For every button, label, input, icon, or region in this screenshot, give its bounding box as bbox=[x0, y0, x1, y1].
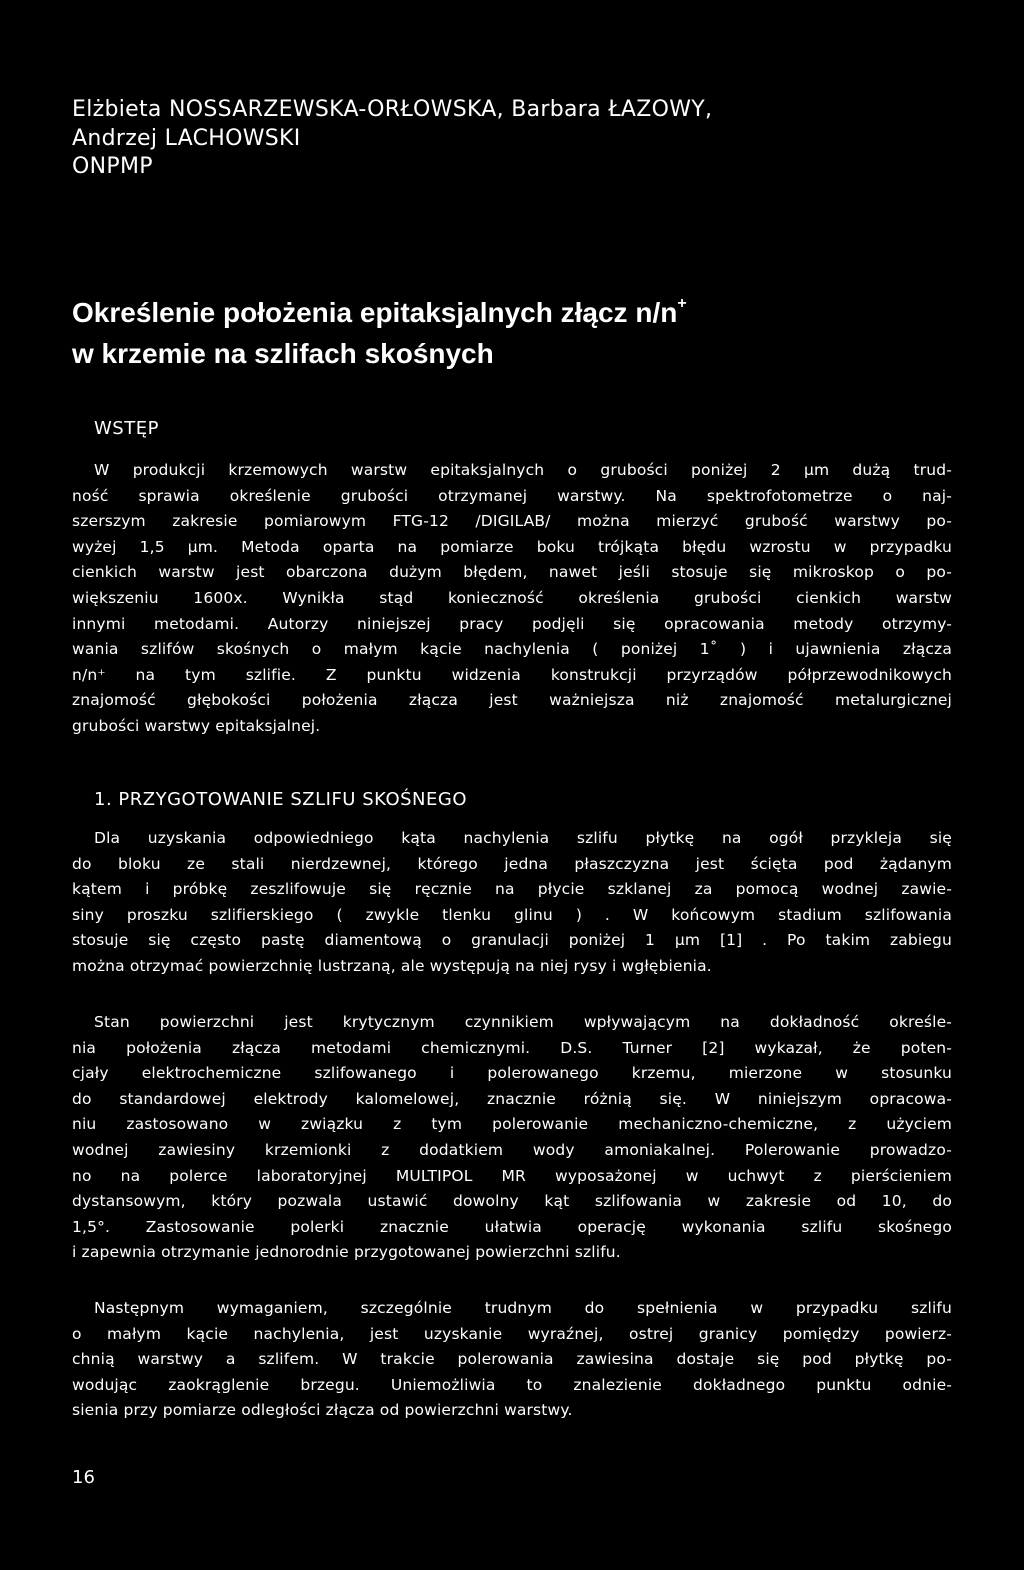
intro-paragraph bbox=[72, 458, 952, 740]
authors-line: Elżbieta NOSSARZEWSKA-ORŁOWSKA, Barbara ŁAZOWY, bbox=[72, 97, 713, 122]
text-line: wania szlifów skośnych o małym kącie nachylenia ( poniżej 1˚ ) i ujawnienia złącza bbox=[72, 640, 952, 659]
text-line: grubości warstwy epitaksjalnej. bbox=[72, 716, 321, 735]
text-line: Następnym wymaganiem, szczególnie trudnym do spełnienia w przypadku szlifu bbox=[94, 1299, 952, 1317]
text-line: i zapewnia otrzymanie jednorodnie przygotowanej powierzchni szlifu. bbox=[72, 1243, 621, 1262]
text-line: do bloku ze stali nierdzewnej, którego jedna płaszczyzna jest ścięta pod żądanym bbox=[72, 854, 952, 873]
text-line: do standardowej elektrody kalomelowej, znacznie różnią się. W niniejszym opracowa- bbox=[72, 1089, 952, 1108]
institution: ONPMP bbox=[72, 154, 153, 179]
text-line: wyżej 1,5 µm. Metoda oparta na pomiarze boku trójkąta błędu wzrostu w przypadku bbox=[72, 537, 952, 556]
text-line: ność sprawia określenie grubości otrzymanej warstwy. Na spektrofotometrze o naj- bbox=[72, 486, 952, 505]
title-line bbox=[72, 292, 972, 333]
text-line: wodnej zawiesiny krzemionki z dodatkiem wody amoniakalnej. Polerowanie prowadzo- bbox=[72, 1140, 952, 1159]
text-line: chnią warstwy a szlifem. W trakcie polerowania zawiesina dostaje się pod płytkę po- bbox=[72, 1350, 952, 1369]
text-line: znajomość głębokości położenia złącza jest ważniejsza niż znajomość metalurgicznej bbox=[72, 691, 952, 710]
text-line: no na polerce laboratoryjnej MULTIPOL MR wyposażonej w uchwyt z pierścieniem bbox=[72, 1166, 952, 1185]
text-line: szerszym zakresie pomiarowym FTG-12 /DIGILAB/ można mierzyć grubość warstwy po- bbox=[72, 512, 952, 531]
section1-paragraph-3 bbox=[72, 1296, 952, 1424]
author-block bbox=[72, 96, 952, 182]
text-line: cjały elektrochemiczne szlifowanego i polerowanego krzemu, mierzone w stosunku bbox=[72, 1064, 952, 1083]
text-line: Dla uzyskania odpowiedniego kąta nachylenia szlifu płytkę na ogół przykleja się bbox=[94, 829, 952, 847]
paper-title bbox=[72, 292, 972, 374]
text-line: 1,5°. Zastosowanie polerki znacznie ułatwia operację wykonania szlifu skośnego bbox=[72, 1217, 952, 1236]
page-number: 16 bbox=[72, 1467, 95, 1488]
text-line: n/n⁺ na tym szlifie. Z punktu widzenia konstrukcji przyrządów półprzewodnikowych bbox=[72, 665, 952, 684]
text-line: nia położenia złącza metodami chemicznymi. D.S. Turner [2] wykazał, że poten- bbox=[72, 1038, 952, 1057]
section1-paragraph-2 bbox=[72, 1010, 952, 1266]
text-line: siny proszku szlifierskiego ( zwykle tlenku glinu ) . W końcowym stadium szlifowania bbox=[72, 905, 952, 924]
text-line: sienia przy pomiarze odległości złącza od powierzchni warstwy. bbox=[72, 1401, 573, 1420]
text-line: o małym kącie nachylenia, jest uzyskanie wyraźnej, ostrej granicy pomiędzy powierz- bbox=[72, 1324, 952, 1343]
section-heading-intro: WSTĘP bbox=[94, 418, 159, 439]
text-line: W produkcji krzemowych warstw epitaksjalnych o grubości poniżej 2 µm dużą trud- bbox=[94, 461, 952, 479]
text-line: stosuje się często pastę diamentową o granulacji poniżej 1 µm [1] . Po takim zabiegu bbox=[72, 931, 952, 950]
title-line: w krzemie na szlifach skośnych bbox=[72, 338, 494, 369]
text-line: wodując zaokrąglenie brzegu. Uniemożliwia to znalezienie dokładnego punktu odnie- bbox=[72, 1375, 952, 1394]
title-line1-text: Określenie położenia epitaksjalnych złącz n/n bbox=[72, 297, 678, 328]
text-line: cienkich warstw jest obarczona dużym błędem, nawet jeśli stosuje się mikroskop o po- bbox=[72, 563, 952, 582]
section-heading-1: 1. PRZYGOTOWANIE SZLIFU SKOŚNEGO bbox=[94, 789, 467, 810]
text-line: kątem i próbkę zeszlifowuje się ręcznie na płycie szklanej za pomocą wodnej zawie- bbox=[72, 880, 952, 899]
text-line: Stan powierzchni jest krytycznym czynnikiem wpływającym na dokładność określe- bbox=[94, 1013, 952, 1031]
authors-line: Andrzej LACHOWSKI bbox=[72, 125, 301, 151]
text-line: dystansowym, który pozwala ustawić dowolny kąt szlifowania w zakresie od 10, do bbox=[72, 1192, 952, 1211]
text-line: niu zastosowano w związku z tym polerowanie mechaniczno-chemiczne, z użyciem bbox=[72, 1115, 952, 1134]
section1-paragraph-1 bbox=[72, 826, 952, 980]
title-superscript: + bbox=[677, 295, 687, 312]
text-line: większeniu 1600x. Wynikła stąd konieczność określenia grubości cienkich warstw bbox=[72, 588, 952, 607]
text-line: innymi metodami. Autorzy niniejszej pracy podjęli się opracowania metody otrzymy- bbox=[72, 614, 952, 633]
text-line: można otrzymać powierzchnię lustrzaną, ale występują na niej rysy i wgłębienia. bbox=[72, 956, 712, 975]
